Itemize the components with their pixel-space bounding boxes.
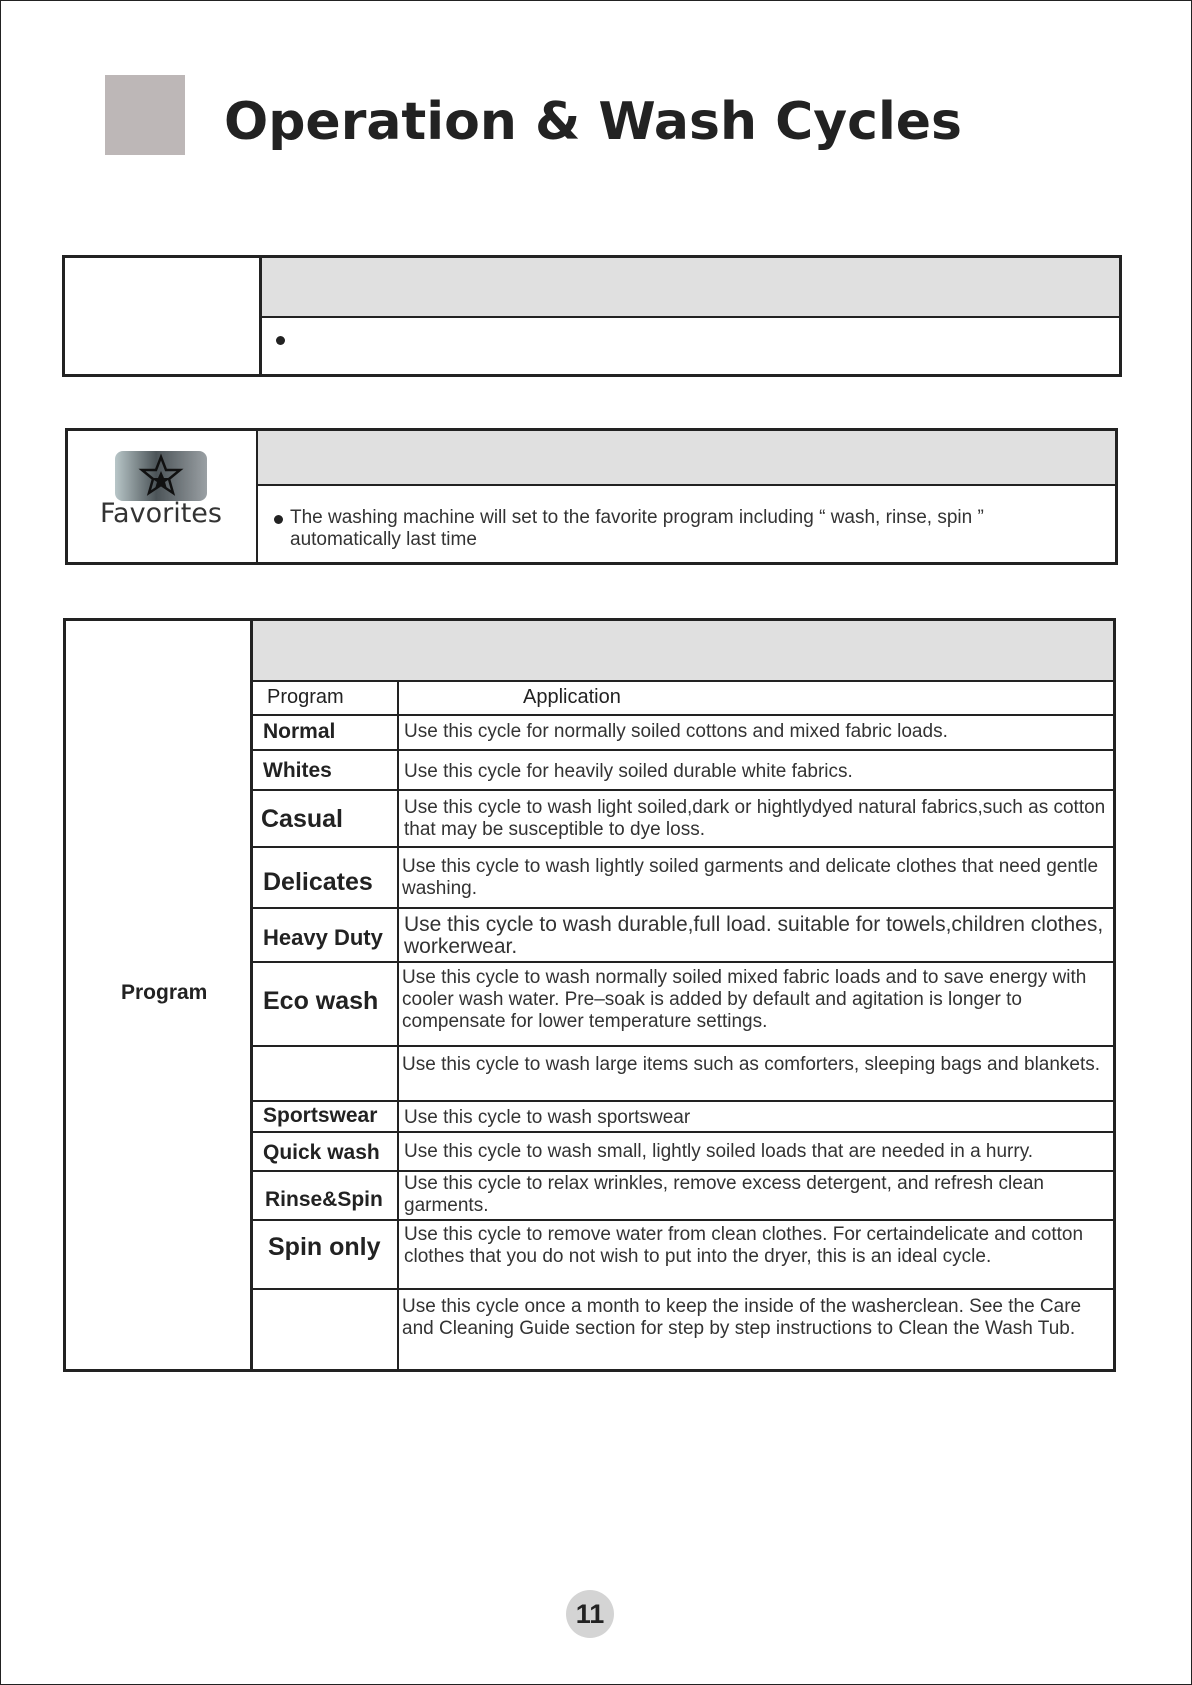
program-table (253, 680, 1113, 1369)
table-header-row (253, 680, 1113, 716)
bullet-icon (274, 515, 283, 524)
program-application: Use this cycle to wash small, lightly soiled loads that are needed in a hurry. (404, 1141, 1034, 1162)
program-header (253, 621, 1113, 682)
favorites-label: Favorites (100, 498, 222, 529)
section-icon-cell (65, 258, 262, 374)
program-application: Use this cycle once a month to keep the inside of the washerclean. See the Care and Cleaning Guide section for step by step instructions to Clean the Wash Tub. (402, 1296, 1082, 1339)
program-label: Program (121, 981, 208, 1004)
program-name: Delicates (263, 868, 373, 896)
favorites-description: The washing machine will set to the favorite program including “ wash, rinse, spin ” automatically last time (290, 507, 984, 550)
table-row (253, 716, 1113, 751)
program-section (63, 618, 1116, 1372)
program-application: Use this cycle to wash normally soiled mixed fabric loads and to save energy with cooler wash water. Pre–soak is added by default and agitation is longer to compensate for lower temperature settings. (402, 967, 1087, 1032)
table-row (253, 1290, 1113, 1372)
favorites-header (258, 431, 1115, 486)
program-application: Use this cycle for normally soiled cottons and mixed fabric loads. (404, 721, 948, 742)
section-box-1 (62, 255, 1122, 377)
favorites-button-icon (115, 451, 207, 501)
table-row (253, 909, 1113, 963)
program-label-cell (66, 621, 253, 1369)
table-row (253, 1102, 1113, 1133)
table-row (253, 1047, 1113, 1102)
table-row (253, 751, 1113, 791)
column-header-program: Program (267, 686, 344, 708)
program-name: Spin only (268, 1233, 381, 1261)
program-name: Sportswear (263, 1104, 378, 1127)
program-name: Casual (261, 805, 343, 833)
favorites-icon-cell (68, 431, 258, 562)
star-icon (115, 451, 207, 501)
program-name: Normal (263, 720, 336, 743)
program-name: Quick wash (263, 1141, 380, 1164)
favorites-section (65, 428, 1118, 565)
program-name: Whites (263, 759, 332, 782)
program-application: Use this cycle for heavily soiled durable white fabrics. (404, 761, 853, 782)
program-application: Use this cycle to wash sportswear (404, 1107, 691, 1128)
section-header (262, 258, 1119, 318)
program-name: Heavy Duty (263, 925, 383, 950)
column-header-application: Application (523, 686, 621, 708)
page-title: Operation & Wash Cycles (224, 92, 963, 152)
program-application: Use this cycle to wash lightly soiled garments and delicate clothes that need gentle washing. (402, 856, 1099, 899)
page-number: 11 (566, 1590, 614, 1638)
table-row (253, 1133, 1113, 1172)
table-row (253, 848, 1113, 909)
program-application: Use this cycle to remove water from clean clothes. For certaindelicate and cotton clothes that you do not wish to put into the dryer, this is an ideal cycle. (404, 1224, 1084, 1267)
table-row (253, 963, 1113, 1047)
program-application: Use this cycle to wash light soiled,dark or hightlydyed natural fabrics,such as cotton that may be susceptible to dye loss. (404, 797, 1106, 840)
bullet-icon (276, 336, 285, 345)
title-marker (105, 75, 185, 155)
program-name: Rinse&Spin (265, 1188, 383, 1211)
program-application: Use this cycle to wash durable,full load. suitable for towels,children clothes, workerwear. (404, 913, 1104, 958)
table-row (253, 1221, 1113, 1290)
program-name: Eco wash (263, 987, 379, 1015)
program-application: Use this cycle to relax wrinkles, remove excess detergent, and refresh clean garments. (404, 1173, 1044, 1216)
program-application: Use this cycle to wash large items such as comforters, sleeping bags and blankets. (402, 1054, 1101, 1075)
table-row (253, 1172, 1113, 1221)
table-row (253, 791, 1113, 848)
